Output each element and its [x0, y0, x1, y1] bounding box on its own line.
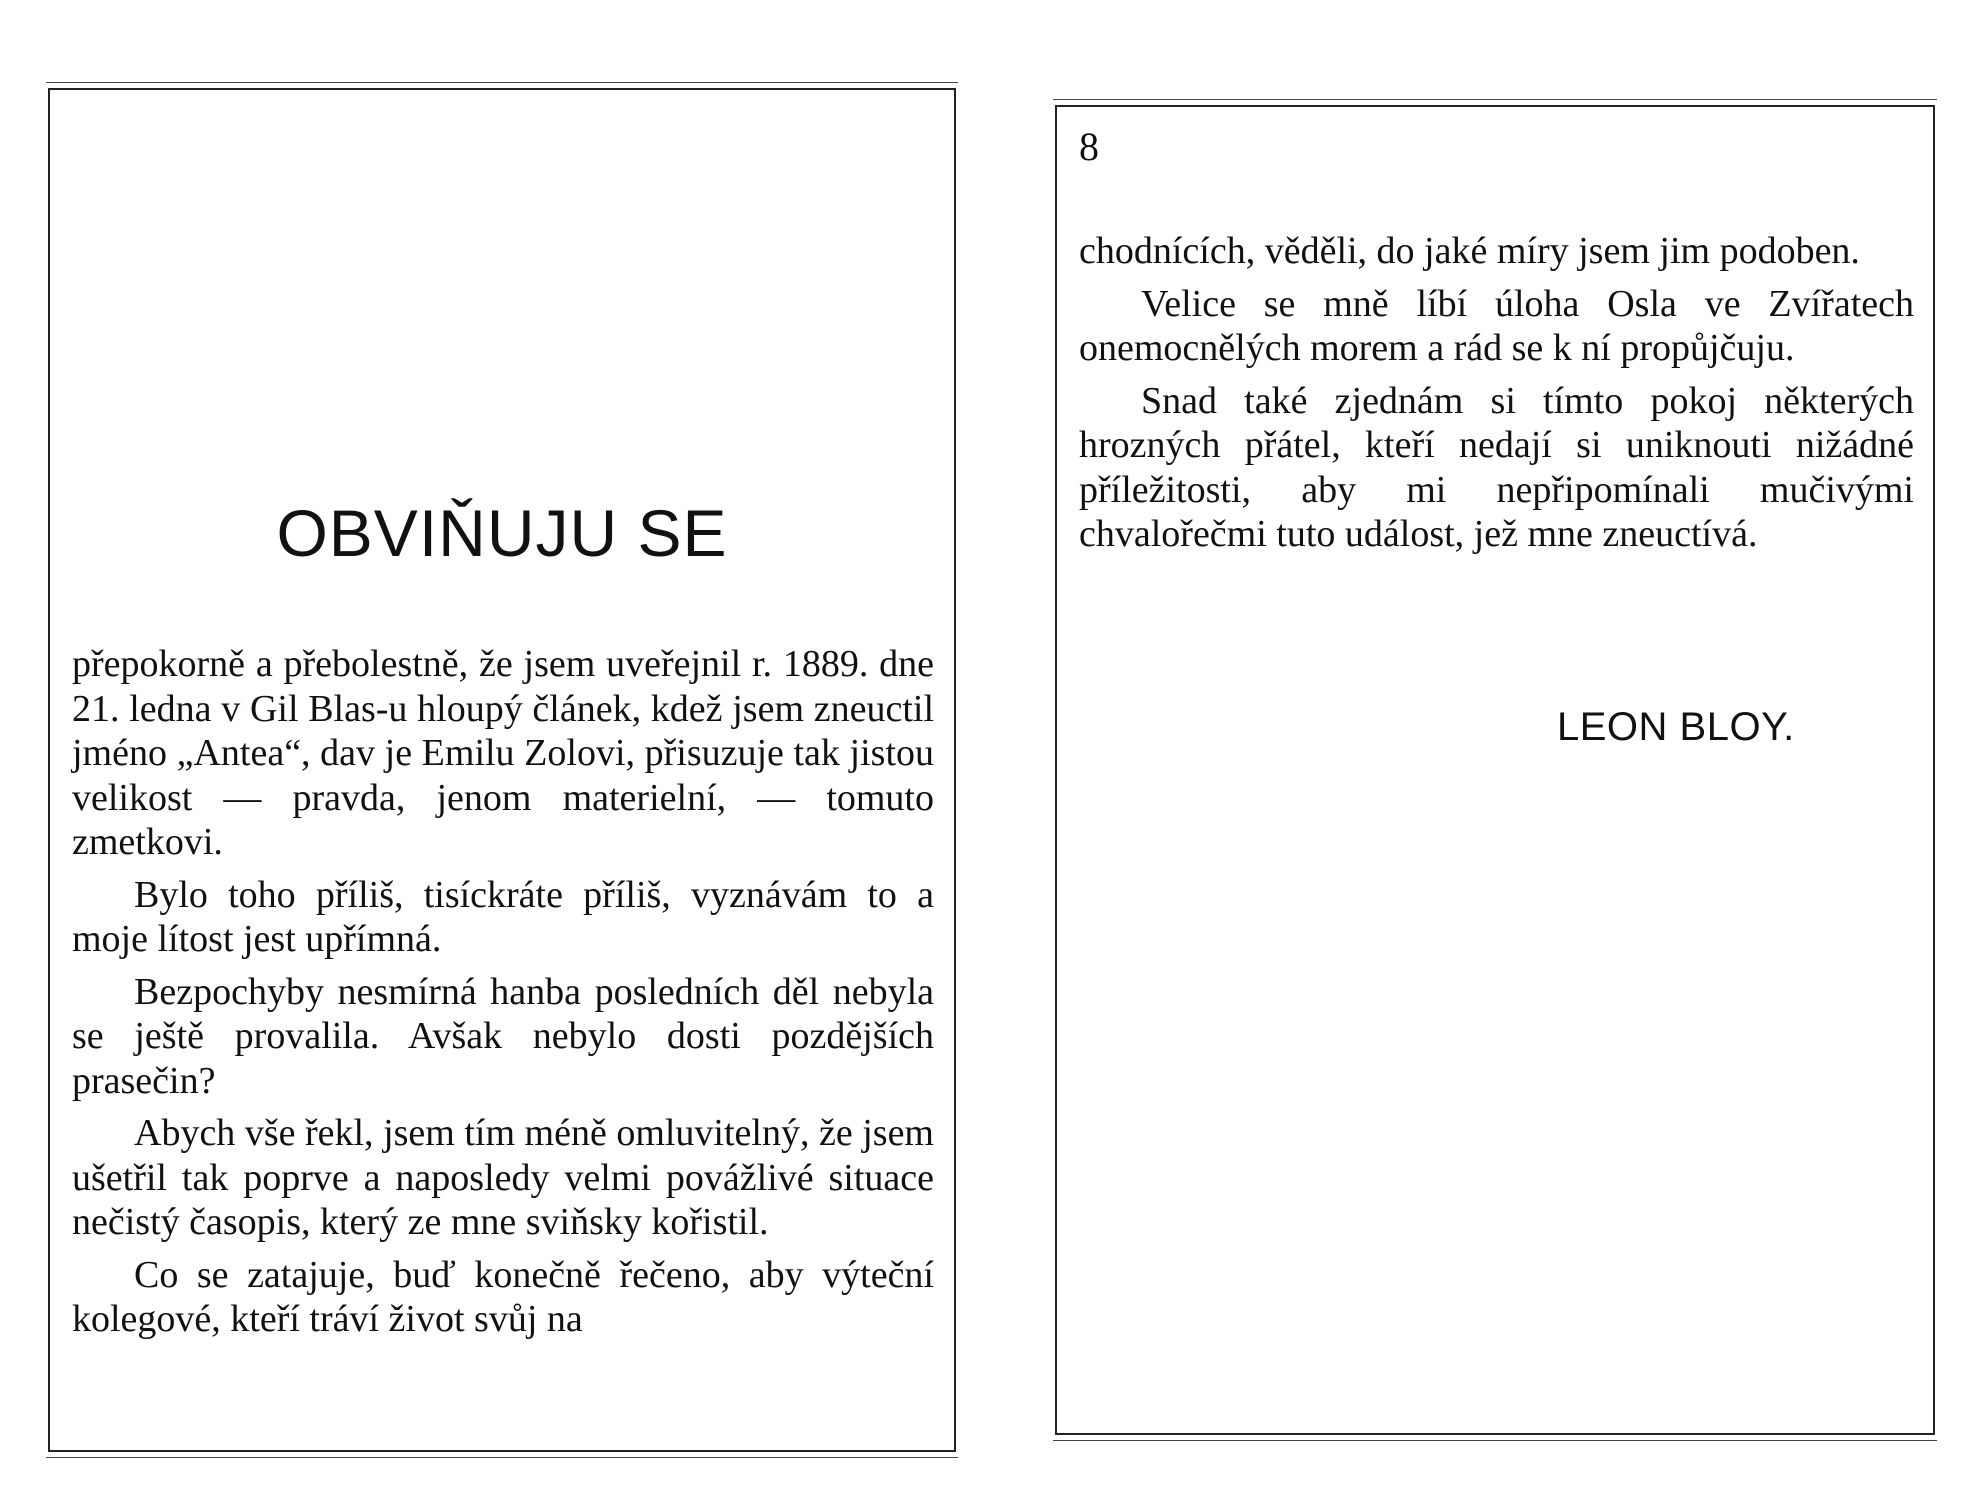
right-page — [1055, 105, 1935, 1435]
paragraph: Bylo toho příliš, tisíckráte příliš, vyznávám to a moje lítost jest upřímná. — [72, 873, 934, 960]
paragraph: Snad také zjednám si tímto pokoj některých hrozných přátel, kteří nedají si uniknouti nižádné příležitosti, aby mi nepřipomínali mučivými chvalořečmi tuto událost, jež mne zneuctívá. — [1079, 379, 1914, 555]
paragraph: Abych vše řekl, jsem tím méně omluvitelný, že jsem ušetřil tak poprve a naposledy velmi povážlivé situace nečistý časopis, který ze mne sviňsky kořistil. — [72, 1112, 934, 1243]
left-page-text — [72, 642, 934, 1350]
right-page-text — [1079, 229, 1914, 565]
paragraph: přepokorně a přebolestně, že jsem uveřejnil r. 1889. dne 21. ledna v Gil Blas-u hloupý článek, kdež jsem zneuctil jméno „Antea“, dav je Emilu Zolovi, přisuzuje tak jistou velikost — pravda, jenom materielní, — tomuto zmetkovi. — [72, 643, 934, 863]
paragraph: chodnících, věděli, do jaké míry jsem jim podoben. — [1079, 230, 1860, 272]
paragraph: Bezpochyby nesmírná hanba posledních děl nebyla se ještě provalila. Avšak nebylo dosti pozdějších prasečin? — [72, 970, 934, 1102]
page-number: 8 — [1079, 124, 1099, 169]
left-page — [48, 88, 956, 1452]
page-title: OBVIŇUJU SE — [276, 496, 728, 570]
author-signature: LEON BLOY. — [1557, 705, 1795, 749]
paragraph: Velice se mně líbí úloha Osla ve Zvířatech onemocnělých morem a rád se k ní propůjčuju. — [1079, 282, 1914, 369]
paragraph: Co se zatajuje, buď konečně řečeno, aby výteční kolegové, kteří tráví život svůj na — [72, 1253, 934, 1340]
